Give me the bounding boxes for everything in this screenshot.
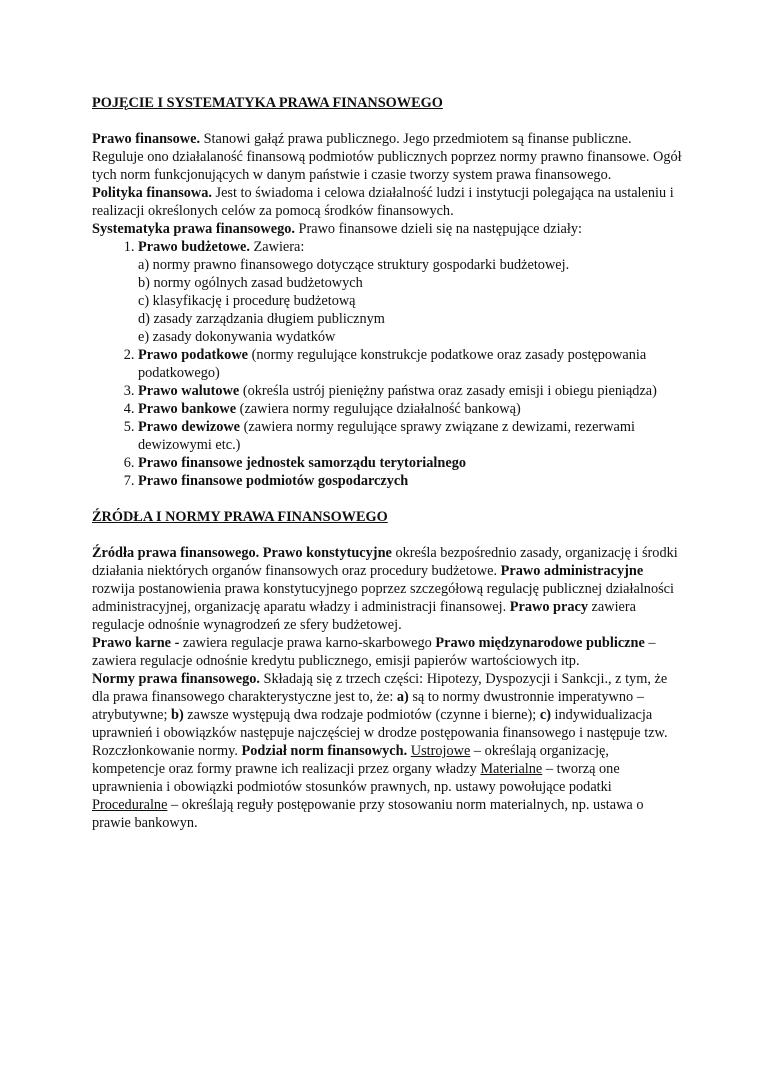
- paragraph-systematyka: Systematyka prawa finansowego. Prawo finansowe dzieli się na następujące działy:: [92, 221, 582, 237]
- sub-item: c) klasyfikację i procedurę budżetową: [138, 293, 356, 309]
- sub-item: e) zasady dokonywania wydatków: [138, 329, 336, 345]
- section-heading-sources: ŹRÓDŁA I NORMY PRAWA FINANSOWEGO: [92, 509, 388, 525]
- underlined-term: Proceduralne: [92, 797, 168, 813]
- underlined-term: Ustrojowe: [410, 743, 471, 759]
- list-item: 4. Prawo bankowe (zawiera normy regulujące działalność bankową): [138, 400, 682, 418]
- term: Polityka finansowa.: [92, 185, 212, 201]
- branches-list: [92, 238, 682, 490]
- section-heading-systematics: POJĘCIE I SYSTEMATYKA PRAWA FINANSOWEGO: [92, 95, 443, 111]
- budget-law-sublist: [138, 256, 682, 346]
- list-item: 5. Prawo dewizowe (zawiera normy regulujące sprawy związane z dewizami, rezerwami dewizowymi etc.): [138, 418, 682, 454]
- list-item: 6. Prawo finansowe jednostek samorządu terytorialnego: [138, 454, 682, 472]
- underlined-term: Materialne: [480, 761, 543, 777]
- list-item: 2. Prawo podatkowe (normy regulujące konstrukcje podatkowe oraz zasady postępowania podatkowego): [138, 346, 682, 382]
- paragraph-prawo-karne: Prawo karne - zawiera regulacje prawa karno-skarbowego Prawo międzynarodowe publiczne – zawiera regulacje odnośnie kredytu publicznego, emisji papierów wartościowych itp.: [92, 635, 656, 669]
- sub-item: b) normy ogólnych zasad budżetowych: [138, 275, 363, 291]
- list-item: 7. Prawo finansowe podmiotów gospodarczych: [138, 472, 682, 490]
- list-item: 1. Prawo budżetowe. Zawiera: a) normy prawno finansowego dotyczące struktury gospodarki budżetowej. b) normy ogólnych zasad budżetowych c) klasyfikację i procedurę budżetową d) zasady zarządzania długiem publicznym e) zasady dokonywania wydatków: [138, 238, 682, 346]
- paragraph-normy: Normy prawa finansowego. Składają się z trzech części: Hipotezy, Dyspozycji i Sankcji., z tym, że dla prawa finansowego charakterystyczne jest to, że: a) są to normy dwustronnie imperatywno – atrybutywne; b) zawsze występują dwa rodzaje podmiotów (czynne i bierne); c) indywidualizacja uprawnień i obowiązków następuje najczęściej w drodze postępowania finansowego i następuje tzw. Rozczłonkowanie normy. Podział norm finansowych. Ustrojowe – określają organizację, kompetencje oraz formy prawne ich realizacji przez organy władzy Materialne – tworzą one uprawnienia i obowiązki podmiotów stosunków prawnych, np. ustawy powołujące podatki Proceduralne – określają reguły postępowanie przy stosowaniu norm materialnych, np. ustawa o prawie bankowyn.: [92, 671, 668, 831]
- sub-item: d) zasady zarządzania długiem publicznym: [138, 311, 385, 327]
- sub-item: a) normy prawno finansowego dotyczące struktury gospodarki budżetowej.: [138, 257, 570, 273]
- paragraph-polityka-finansowa: Polityka finansowa. Jest to świadoma i celowa działalność ludzi i instytucji polegająca na ustaleniu i realizacji określonych celów za pomocą środków finansowych.: [92, 185, 674, 219]
- term: Prawo finansowe.: [92, 131, 201, 147]
- term: Systematyka prawa finansowego.: [92, 221, 295, 237]
- document-page: [92, 94, 682, 832]
- paragraph-zrodla: Źródła prawa finansowego. Prawo konstytucyjne określa bezpośrednio zasady, organizację i środki działania niektórych organów finansowych oraz procedury budżetowe. Prawo administracyjne rozwija postanowienia prawa konstytucyjnego poprzez szczegółową regulację publicznej działalności administracyjnej, organizację aparatu władzy i administracji finansowej. Prawo pracy zawiera regulacje odnośnie wynagrodzeń ze sfery budżetowej.: [92, 545, 678, 633]
- paragraph-prawo-finansowe: Prawo finansowe. Stanowi gałąź prawa publicznego. Jego przedmiotem są finanse publiczne. Reguluje ono działalaność finansową podmiotów publicznych poprzez normy prawno finansowe. Ogół tych norm funkcjonujących w danym państwie i czasie tworzy system prawa finansowego.: [92, 131, 682, 183]
- list-item: 3. Prawo walutowe (określa ustrój pieniężny państwa oraz zasady emisji i obiegu pieniądza): [138, 382, 682, 400]
